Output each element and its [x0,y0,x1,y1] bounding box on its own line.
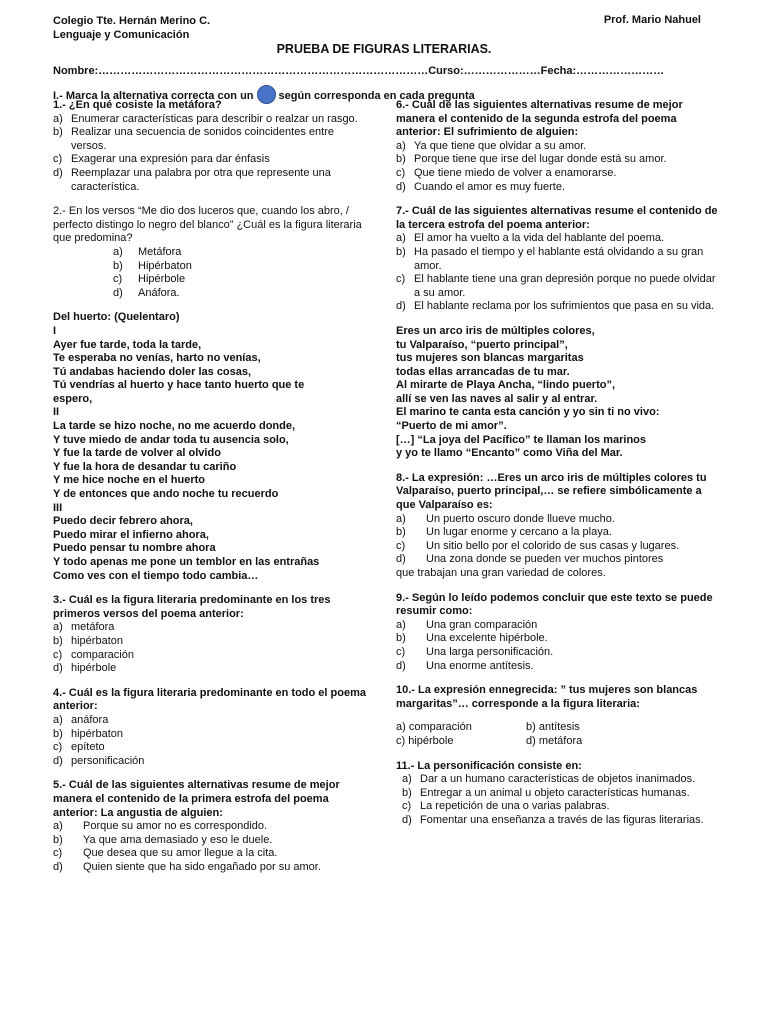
student-info-line[interactable]: Nombre:………………………………………………………………………………Curso:…………………Fecha:…………………… [53,65,665,77]
option-text: hipérbole [71,662,117,675]
poem-line: Como ves con el tiempo todo cambia… [53,569,259,582]
option-continuation: que trabajan una gran variedad de colores. [396,567,606,579]
option-d[interactable] [402,814,718,828]
option-letter: a) [402,773,412,786]
option-text: Fomentar una enseñanza a través de las figuras literarias. [420,813,704,826]
option-b[interactable] [113,260,371,274]
option-b[interactable]: b) antítesis [526,721,580,734]
option-a[interactable] [53,714,371,728]
poem-lines [53,325,371,583]
option-letter: a) [53,621,63,634]
question-11 [396,760,718,828]
question-text: 10.- La expresión ennegrecida: ” tus mujeres son blancas margaritas”… corresponde a la figura literaria: [396,684,698,710]
poem-line: Y de entonces que ando noche tu recuerdo [53,488,279,501]
option-text: Porque tiene que irse del lugar donde está su amor. [414,153,667,166]
option-b[interactable] [396,246,718,273]
question-8 [396,472,718,581]
option-b[interactable] [396,632,718,646]
option-text: Una zona donde se pueden ver muchos pintores [426,553,664,566]
option-c[interactable] [396,646,718,660]
question-5 [53,779,371,874]
left-column [53,99,371,885]
option-letter: b) [53,727,63,740]
poem-del-huerto [53,311,371,583]
option-text: Cuando el amor es muy fuerte. [414,180,566,193]
header-left [53,14,210,42]
option-a[interactable] [396,140,718,154]
poem-line: todas ellas arrancadas de tu mar. [396,365,570,378]
page-title: PRUEBA DE FIGURAS LITERARIAS. [276,42,492,56]
poem-line: II [53,406,60,419]
poem-line: Eres un arco iris de múltiples colores, [396,324,595,337]
option-letter: d) [402,813,412,826]
option-letter: a) [53,112,63,125]
option-letter: a) [113,245,123,258]
poem-line: Puedo mirar el infierno ahora, [53,528,209,541]
option-letter: a) [53,820,63,833]
options-grid [396,721,718,748]
question-9 [396,592,718,674]
options [53,246,371,300]
option-letter: d) [53,662,63,675]
option-text: Realizar una secuencia de sonidos coincidentes entre versos. [71,126,334,152]
option-text: hipérbaton [71,634,123,647]
options [396,513,718,567]
option-letter: d) [53,860,63,873]
option-c[interactable] [396,167,718,181]
option-text: Exagerar una expresión para dar énfasis [71,153,270,166]
option-c[interactable] [396,273,718,300]
option-b[interactable] [53,635,371,649]
option-text: Un sitio bello por el colorido de sus casas y lugares. [426,539,680,552]
option-letter: b) [396,245,406,258]
question-6 [396,99,718,194]
option-letter: c) [396,645,406,658]
option-text: anáfora [71,713,109,726]
option-text: Hipérbaton [138,259,192,272]
poem-line: Tú vendrías al huerto y hace tanto huerto que te [53,379,305,392]
option-text: Que desea que su amor llegue a la cita. [83,847,278,860]
option-text: Metáfora [138,245,182,258]
poem-line: Y tuve miedo de andar toda tu ausencia solo, [53,433,289,446]
option-c[interactable] [402,800,718,814]
poem-line: La tarde se hizo noche, no me acuerdo donde, [53,420,296,433]
option-letter: b) [53,634,63,647]
option-text: Una gran comparación [426,618,538,631]
option-text: La repetición de una o varias palabras. [420,800,610,813]
poem-title: Del huerto: (Quelentaro) [53,311,180,324]
option-a[interactable] [396,232,718,246]
question-10 [396,684,718,748]
option-text: Dar a un humano características de objetos inanimados. [420,773,696,786]
teacher-name: Prof. Mario Nahuel [603,14,701,26]
option-letter: a) [396,139,406,152]
poem-line: Al mirarte de Playa Ancha, “lindo puerto”, [396,379,616,392]
option-letter: d) [53,166,63,179]
poem-line: Y me hice noche en el huerto [53,474,206,487]
question-text: 5.- Cuál de las siguientes alternativas resume de mejor manera el contenido de la primera estrofa del poema anterior: La angustia de alguien: [53,779,340,819]
option-letter: c) [396,273,406,286]
option-text: Una enorme antítesis. [426,659,534,672]
options [53,820,371,874]
option-letter: d) [396,659,406,672]
option-text: El hablante reclama por los sufrimientos que pasa en su vida. [414,300,715,313]
option-b[interactable] [53,126,371,153]
question-text: 8.- La expresión: …Eres un arco iris de múltiples colores tu Valparaíso, puerto principal,… se refiere simbólicamente a que Valparaíso es: [396,471,707,512]
question-text: 9.- Según lo leído podemos concluir que este texto se puede resumir como: [396,591,713,618]
option-text: Una larga personificación. [426,645,554,658]
option-a[interactable] [402,773,718,787]
option-c[interactable] [53,649,371,663]
options [396,140,718,194]
question-2 [53,205,371,300]
option-b[interactable] [402,787,718,801]
poem-line: III [53,501,63,514]
option-a[interactable] [396,619,718,633]
option-letter: c) [396,539,406,552]
question-1 [53,99,371,194]
option-letter: a) [396,512,406,525]
options [53,714,371,768]
option-c[interactable]: c) hipérbole [396,734,454,747]
poem-line: I [53,324,57,337]
option-text: Ha pasado el tiempo y el hablante está olvidando a su gran amor. [414,245,704,272]
option-letter: b) [396,632,406,645]
option-text: metáfora [71,621,115,634]
instruction-after: según corresponda en cada pregunta [278,90,475,102]
option-c[interactable] [53,153,371,167]
option-text: Porque su amor no es correspondido. [83,820,268,833]
option-a[interactable] [396,513,718,527]
poem-line: Y todo apenas me pone un temblor en las entrañas [53,556,320,568]
option-d[interactable] [53,167,371,194]
option-text: Ya que tiene que olvidar a su amor. [414,139,587,152]
option-letter: d) [396,300,406,313]
poem-line: y yo te llamo “Encanto” como Viña del Mar. [396,447,623,460]
option-text: Reemplazar una palabra por otra que represente una característica. [71,166,331,193]
poem-valparaiso [396,325,718,461]
school-name: Colegio Tte. Hernán Merino C. [53,15,211,27]
option-c[interactable] [113,273,371,287]
option-d[interactable] [53,662,371,676]
option-a[interactable] [113,246,371,260]
option-d[interactable] [396,660,718,674]
option-b[interactable] [396,153,718,167]
poem-line: espero, [53,392,93,405]
poem-line: allí se ven las naves al salir y al entrar. [396,392,598,405]
option-c[interactable] [53,847,371,861]
option-text: personificación [71,754,145,767]
option-letter: c) [53,847,63,860]
option-letter: c) [113,273,123,286]
poem-line: Ayer fue tarde, toda la tarde, [53,338,202,351]
options [53,621,371,675]
option-letter: a) [53,713,63,726]
option-d[interactable] [113,287,371,301]
option-text: Una excelente hipérbole. [426,632,548,645]
option-letter: c) [396,166,406,179]
option-text: El hablante tiene una gran depresión porque no puede olvidar a su amor. [414,273,716,299]
option-letter: b) [113,259,123,272]
poem-line: Y fue la tarde de volver al olvido [53,447,221,460]
option-d[interactable]: d) metáfora [526,734,583,747]
poem-line: tu Valparaíso, “puerto principal”, [396,338,568,351]
options [53,113,371,195]
question-text: 7.- Cuál de las siguientes alternativas resume el contenido de la tercera estrofa del poema anterior: [396,205,718,231]
option-b[interactable] [396,526,718,540]
option-text: hipérbaton [71,727,123,740]
poem-line: “Puerto de mi amor”. [396,420,507,433]
option-letter: d) [113,286,123,299]
option-d[interactable] [53,861,371,875]
option-a[interactable] [53,113,371,127]
option-text: Anáfora. [138,286,180,299]
options [396,232,718,314]
poem-line: Y fue la hora de desandar tu cariño [53,460,237,473]
option-letter: c) [53,648,63,661]
options [396,773,718,827]
option-a[interactable] [53,621,371,635]
option-text: comparación [71,648,134,661]
option-text: Enumerar características para describir o realzar un rasgo. [71,112,358,125]
option-letter: d) [396,553,406,566]
poem-line: […] “La joya del Pacífico” te llaman los marinos [396,433,647,446]
poem-line: Te esperaba no venías, harto no venías, [53,352,261,365]
option-b[interactable] [53,728,371,742]
poem-line: Puedo decir febrero ahora, [53,515,193,528]
option-letter: b) [53,833,63,846]
question-text: 3.- Cuál es la figura literaria predominante en los tres primeros versos del poema anterior: [53,594,331,620]
option-letter: c) [53,153,63,166]
option-text: Hipérbole [138,273,186,286]
option-text: Ya que ama demasiado y eso le duele. [83,833,273,846]
option-text: Un puerto oscuro donde llueve mucho. [426,512,615,525]
poem-line: Tú andabas haciendo doler las cosas, [53,365,252,378]
option-d[interactable] [396,300,718,314]
option-text: Entregar a un animal u objeto características humanas. [420,786,690,799]
option-letter: b) [396,526,406,539]
poem-lines [396,325,718,461]
option-c[interactable] [396,540,718,554]
option-a[interactable]: a) comparación [396,721,472,734]
option-b[interactable] [53,834,371,848]
option-text: El amor ha vuelto a la vida del hablante del poema. [414,232,665,245]
question-7 [396,205,718,314]
subject-name: Lenguaje y Comunicación [53,29,190,41]
option-text: Quien siente que ha sido engañado por su amor. [83,860,321,873]
poem-line: tus mujeres son blancas margaritas [396,352,584,365]
poem-line: El marino te canta esta canción y yo sin ti no vivo: [396,406,660,419]
option-letter: b) [396,153,406,166]
option-letter: a) [396,618,406,631]
question-text: 6.- Cuál de las siguientes alternativas resume de mejor manera el contenido de la segunda estrofa del poema anterior: El sufrimiento de alguien: [396,99,683,139]
right-column [396,99,718,839]
option-d[interactable] [53,755,371,769]
option-letter: d) [53,754,63,767]
option-a[interactable] [53,820,371,834]
option-text: Un lugar enorme y cercano a la playa. [426,526,612,539]
options [396,619,718,673]
question-text: 4.- Cuál es la figura literaria predominante en todo el poema anterior: [53,686,366,713]
question-text: 2.- En los versos “Me dio dos luceros que, cuando los abro, / perfecto distingo lo negro del blanco” ¿Cuál es la figura literaria que predomina? [53,205,362,245]
option-c[interactable] [53,741,371,755]
instruction-before: I.- Marca la alternativa correcta con un [53,90,254,102]
question-3 [53,594,371,676]
question-4 [53,687,371,769]
option-letter: a) [396,232,406,245]
option-letter: b) [53,126,63,139]
question-text: 1.- ¿En qué cosiste la metáfora? [53,99,222,111]
option-letter: c) [53,741,63,754]
question-text: 11.- La personificación consiste en: [396,759,582,772]
option-d[interactable] [396,181,718,195]
poem-line: Puedo pensar tu nombre ahora [53,542,216,555]
option-text: Que tiene miedo de volver a enamorarse. [414,166,617,179]
option-letter: c) [402,800,412,813]
option-text: epíteto [71,741,105,754]
option-letter: b) [402,786,412,799]
option-letter: d) [396,180,406,193]
option-d[interactable] [396,553,718,567]
